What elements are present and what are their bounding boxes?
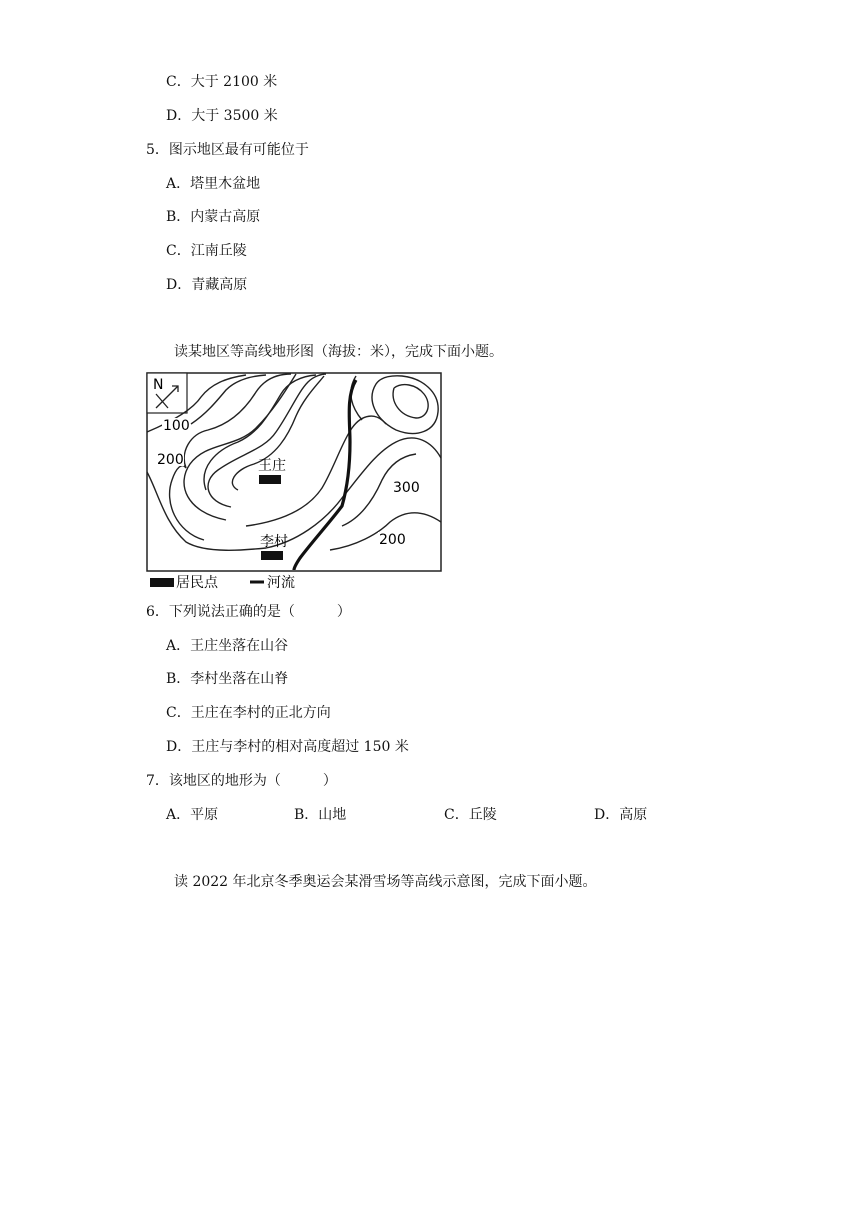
option-4c: C．大于 2100 米 [166,74,278,90]
settlement-marker [259,475,281,484]
option-6a: A．王庄坐落在山谷 [166,638,289,654]
option-7c: C．丘陵 [444,807,497,823]
option-7a: A．平原 [166,807,219,823]
option-7b: B．山地 [294,807,347,823]
legend-river-label: 河流 [267,575,295,590]
contour-map [146,372,442,590]
place-label-licun: 李村 [260,534,288,550]
legend-settlement-icon [150,578,174,587]
option-4d: D．大于 3500 米 [166,108,278,124]
contour-label: 100 [163,418,190,434]
contour-label: 200 [157,452,184,468]
option-6b: B．李村坐落在山脊 [166,671,289,687]
question-7-stem: 7．该地区的地形为（ ） [146,773,337,789]
contour-label: 300 [393,480,420,496]
north-label: N [153,377,164,393]
option-5c: C．江南丘陵 [166,243,247,259]
contour-label: 200 [379,532,406,548]
legend-settlement-label: 居民点 [176,575,218,590]
option-5a: A．塔里木盆地 [166,176,261,192]
question-6-stem: 6．下列说法正确的是（ ） [146,604,351,620]
intro-contour-map: 读某地区等高线地形图（海拔：米），完成下面小题。 [174,344,503,360]
option-7d: D．高原 [594,807,648,823]
option-6c: C．王庄在李村的正北方向 [166,705,331,721]
option-6d: D．王庄与李村的相对高度超过 150 米 [166,739,409,755]
option-5d: D．青藏高原 [166,277,248,293]
contour-map-svg [146,372,442,590]
option-5b: B．内蒙古高原 [166,209,261,225]
intro-ski-resort-map: 读 2022 年北京冬季奥运会某滑雪场等高线示意图，完成下面小题。 [174,874,597,890]
place-label-wangzhuang: 王庄 [258,458,286,474]
settlement-marker [261,551,283,560]
question-5-stem: 5．图示地区最有可能位于 [146,142,309,158]
